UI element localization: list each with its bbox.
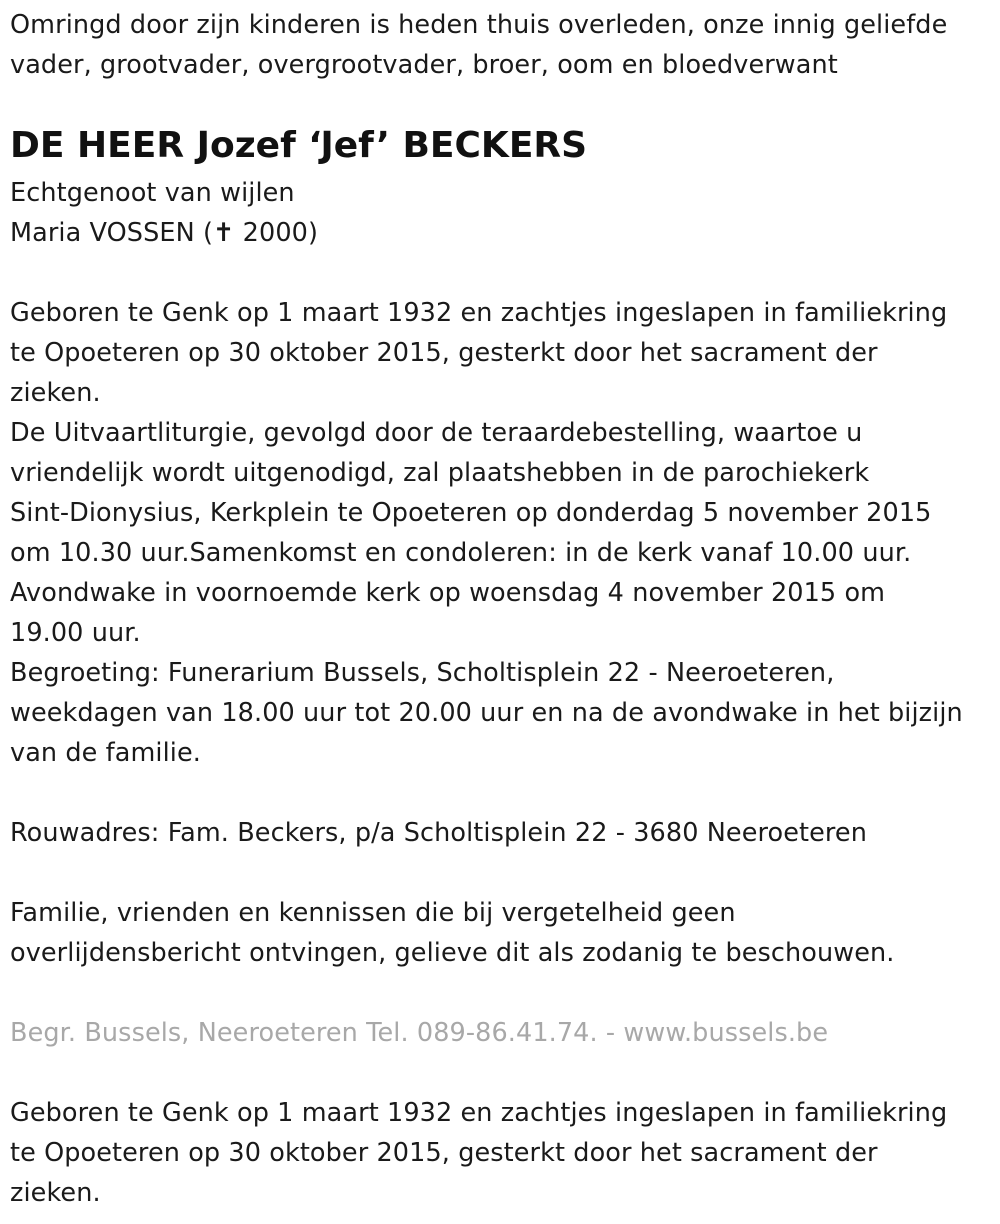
greeting-line-1: Begroeting: Funerarium Bussels, Scholtisplein 22 - Neeroeteren, [10,658,835,688]
birth-line-1: Geboren te Genk op 1 maart 1932 en zachtjes ingeslapen in familiekring [10,298,948,328]
funeral-line-2: vriendelijk wordt uitgenodigd, zal plaatshebben in de parochiekerk [10,458,870,488]
birth-repeat-line-1: Geboren te Genk op 1 maart 1932 en zachtjes ingeslapen in familiekring [10,1098,948,1128]
wake-line-1: Avondwake in voornoemde kerk op woensdag 4 november 2015 om [10,578,886,608]
notice-line-2: overlijdensbericht ontvingen, gelieve dit als zodanig te beschouwen. [10,938,895,968]
intro-line-1: Omringd door zijn kinderen is heden thuis overleden, onze innig geliefde [10,10,948,40]
mourning-address: Rouwadres: Fam. Beckers, p/a Scholtisplein 22 - 3680 Neeroeteren [10,818,867,848]
wake-line-2: 19.00 uur. [10,618,141,648]
greeting-line-2: weekdagen van 18.00 uur tot 20.00 uur en na de avondwake in het bijzijn [10,698,963,728]
funeral-home-footer: Begr. Bussels, Neeroeteren Tel. 089-86.41.74. - www.bussels.be [10,1018,829,1048]
birth-repeat-line-2: te Opoeteren op 30 oktober 2015, gesterkt door het sacrament der [10,1138,878,1168]
birth-line-3: zieken. [10,378,101,408]
spouse-name: Maria VOSSEN (✝ 2000) [10,218,319,248]
funeral-line-3: Sint-Dionysius, Kerkplein te Opoeteren op donderdag 5 november 2015 [10,498,932,528]
notice-line-1: Familie, vrienden en kennissen die bij vergetelheid geen [10,898,736,928]
birth-line-2: te Opoeteren op 30 oktober 2015, gesterkt door het sacrament der [10,338,878,368]
spouse-prefix: Echtgenoot van wijlen [10,178,295,208]
funeral-line-1: De Uitvaartliturgie, gevolgd door de teraardebestelling, waartoe u [10,418,863,448]
funeral-line-4: om 10.30 uur.Samenkomst en condoleren: in de kerk vanaf 10.00 uur. [10,538,912,568]
deceased-name: DE HEER Jozef ‘Jef’ BECKERS [10,125,588,166]
greeting-line-3: van de familie. [10,738,201,768]
intro-line-2: vader, grootvader, overgrootvader, broer, oom en bloedverwant [10,50,838,80]
birth-repeat-line-3: zieken. [10,1178,101,1208]
